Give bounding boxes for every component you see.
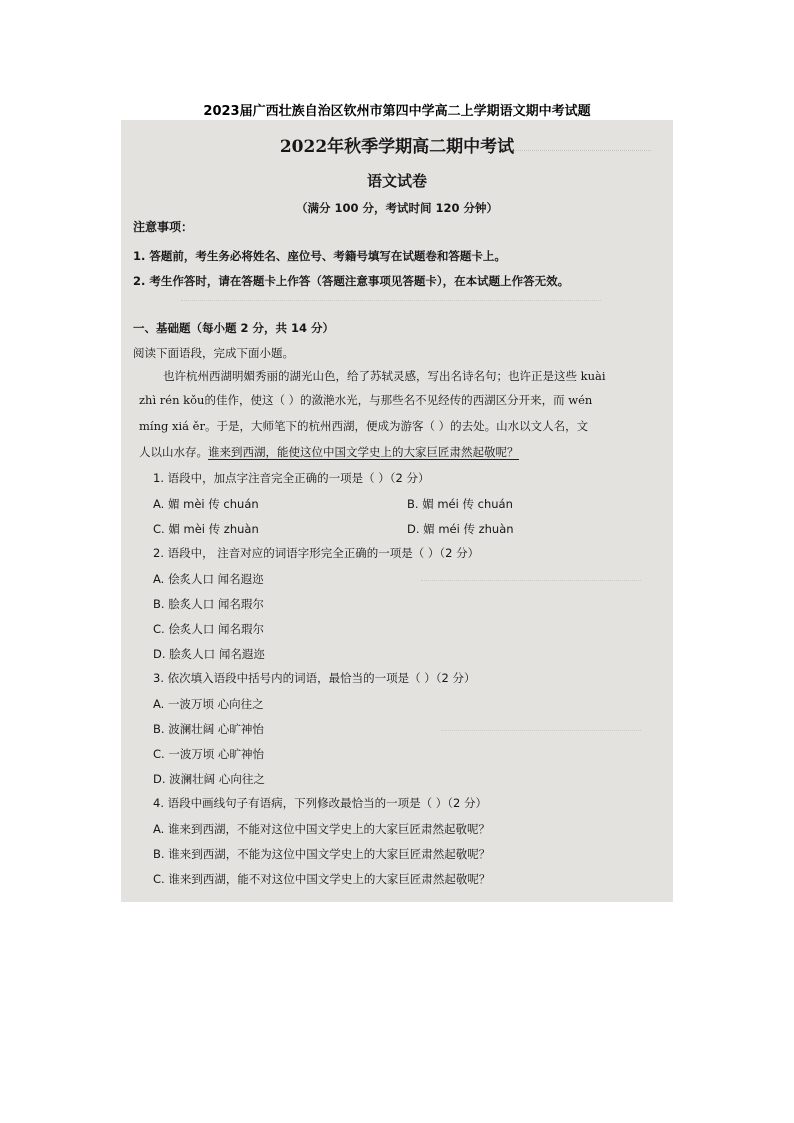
exam-info: （满分 100 分，考试时间 120 分钟） [295, 201, 499, 215]
option: A. 侩炙人口 闻名遐迩 [153, 572, 264, 586]
question-stem: 3. 依次填入语段中括号内的词语，最恰当的一项是（ ）（2 分） [153, 671, 476, 685]
option: B. 谁来到西湖，不能为这位中国文学史上的大家巨匠肃然起敬呢？ [153, 847, 491, 861]
option: C. 侩炙人口 闻名瑕尔 [153, 622, 264, 636]
option: D. 波澜壮阔 心向往之 [153, 772, 265, 786]
option: B. 脍炙人口 闻名瑕尔 [153, 597, 264, 611]
option: A. 媚 mèi 传 chuán [153, 497, 259, 511]
passage-line: míng xiá ěr。于是，大师笔下的杭州西湖，便成为游客（ ）的去处。山水以文人名，文 [139, 419, 589, 433]
option: A. 一波万顷 心向往之 [153, 697, 264, 711]
exam-content [121, 120, 673, 902]
option: B. 媚 méi 传 chuán [407, 497, 513, 511]
underlined-sentence: 谁来到西湖，能使这位中国文学史上的大家巨匠肃然起敬呢？ [208, 445, 519, 459]
question-stem: 4. 语段中画线句子有语病，下列修改最恰当的一项是（ ）（2 分） [153, 796, 488, 810]
option: B. 波澜壮阔 心旷神怡 [153, 722, 264, 736]
passage-instruction: 阅读下面语段，完成下面小题。 [133, 346, 294, 360]
notes-item: 2. 考生作答时，请在答题卡上作答（答题注意事项见答题卡），在本试题上作答无效。 [133, 274, 570, 288]
option: D. 脍炙人口 闻名遐迩 [153, 647, 265, 661]
exam-subject: 语文试卷 [366, 172, 427, 190]
passage-line: 也许杭州西湖明媚秀丽的湖光山色，给了苏轼灵感，写出名诗名句；也许正是这些 kuài [163, 369, 606, 383]
exam-title: 2022年秋季学期高二期中考试 [279, 137, 515, 157]
notes-heading: 注意事项： [133, 220, 194, 234]
option: C. 谁来到西湖，能不对这位中国文学史上的大家巨匠肃然起敬呢？ [153, 872, 491, 886]
section-heading: 一、基础题（每小题 2 分，共 14 分） [133, 321, 335, 335]
question-stem: 2. 语段中， 注音对应的词语字形完全正确的一项是（ ）（2 分） [153, 546, 480, 560]
option: C. 媚 mèi 传 zhuàn [153, 522, 259, 536]
passage-text: 人以山水存。 [139, 445, 208, 459]
option: A. 谁来到西湖，不能对这位中国文学史上的大家巨匠肃然起敬呢？ [153, 822, 490, 836]
option: D. 媚 méi 传 zhuàn [407, 522, 514, 536]
passage-line [139, 444, 519, 460]
document-title: 2023届广西壮族自治区钦州市第四中学高二上学期语文期中考试题 [203, 104, 591, 119]
exam-paper-photo [121, 120, 673, 902]
question-stem: 1. 语段中，加点字注音完全正确的一项是（ ）（2 分） [153, 471, 430, 485]
passage-line: zhì rén kǒu的佳作，使这（ ）的潋滟水光，与那些名不见经传的西湖区分开来，而 wén [139, 393, 593, 407]
notes-item: 1. 答题前，考生务必将姓名、座位号、考籍号填写在试题卷和答题卡上。 [133, 249, 506, 263]
option: C. 一波万顷 心旷神怡 [153, 747, 264, 761]
